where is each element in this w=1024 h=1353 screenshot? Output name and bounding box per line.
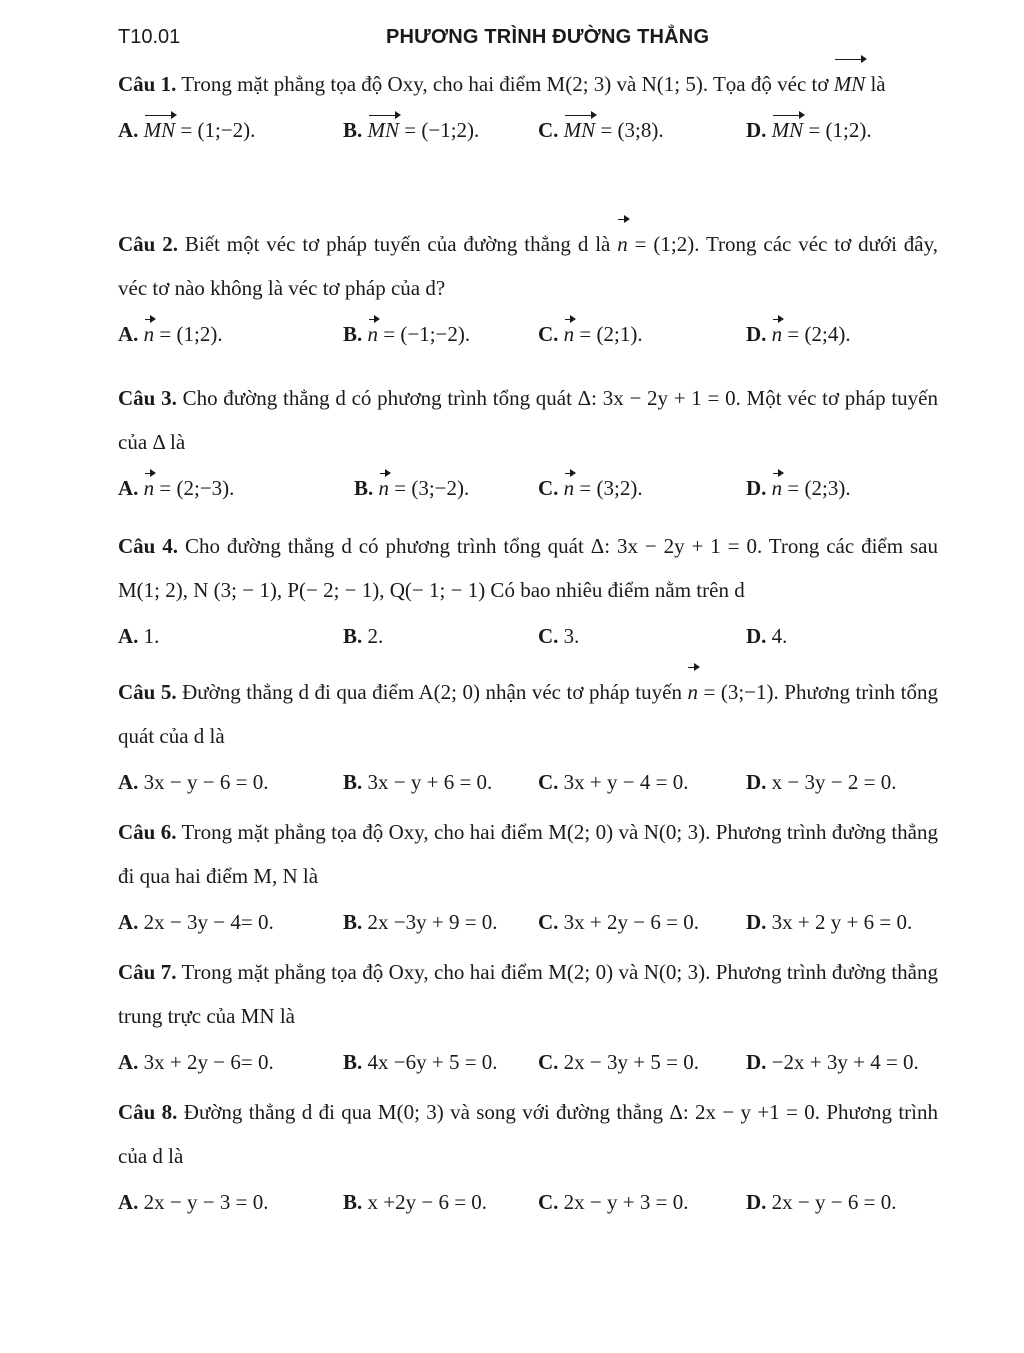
vector-symbol: MN	[834, 62, 866, 106]
answer-options	[118, 322, 938, 362]
vector-symbol: n	[687, 670, 698, 714]
question-label: Câu 2.	[118, 232, 178, 256]
option-c[interactable]: C. 3x + 2y − 6 = 0.	[538, 910, 699, 934]
option-a[interactable]: A. 3x − y − 6 = 0.	[118, 770, 269, 794]
question-body: Đường thẳng d đi qua điểm A(2; 0) nhận véc tơ pháp tuyến	[182, 680, 682, 704]
option-c[interactable]: C. 3x + y − 4 = 0.	[538, 770, 689, 794]
question-body: Đường thẳng d đi qua M(0; 3) và song với đường thẳng Δ: 2x − y +1 = 0. Phương trình của d là	[118, 1100, 938, 1168]
question-label: Câu 5.	[118, 680, 177, 704]
question-body: Cho đường thẳng d có phương trình tổng quát Δ: 3x − 2y + 1 = 0. Trong các điểm sau M(1; 2), N (3; − 1), P(− 2; − 1), Q(− 1; − 1) Có bao nhiêu điểm nằm trên d	[118, 534, 938, 602]
option-b[interactable]: B. n = (−1;−2).	[343, 322, 471, 346]
option-b[interactable]: B. x +2y − 6 = 0.	[343, 1190, 488, 1214]
question-body-tail: . Trong các véc tơ dưới đây, véc tơ nào không là véc tơ pháp của d?	[118, 232, 939, 300]
answer-options	[118, 624, 938, 664]
answer-options	[118, 1050, 938, 1090]
question-2-text	[118, 222, 938, 310]
option-a[interactable]: A. MN = (1;−2).	[118, 118, 256, 142]
option-c[interactable]: C. 3.	[538, 624, 580, 648]
option-b[interactable]: B. 2x −3y + 9 = 0.	[343, 910, 498, 934]
question-8	[118, 1090, 938, 1230]
answer-options	[118, 910, 938, 950]
option-c[interactable]: C. MN = (3;8).	[538, 118, 664, 142]
option-a[interactable]: A. 1.	[118, 624, 160, 648]
question-2	[118, 222, 938, 362]
question-4	[118, 524, 938, 664]
question-body: Trong mặt phẳng tọa độ Oxy, cho hai điểm M(2; 0) và N(0; 3). Phương trình đường thẳng đi qua hai điểm M, N là	[118, 820, 938, 888]
question-label: Câu 6.	[118, 820, 177, 844]
option-c[interactable]: C. n = (3;2).	[538, 476, 643, 500]
page-header	[118, 22, 938, 54]
question-7	[118, 950, 938, 1090]
option-d[interactable]: D. −2x + 3y + 4 = 0.	[746, 1050, 919, 1074]
question-label: Câu 1.	[118, 72, 177, 96]
option-a[interactable]: A. n = (1;2).	[118, 322, 223, 346]
option-a[interactable]: A. 2x − y − 3 = 0.	[118, 1190, 269, 1214]
vector-value: = (3;−1)	[703, 680, 774, 704]
answer-options	[118, 1190, 938, 1230]
option-c[interactable]: C. 2x − 3y + 5 = 0.	[538, 1050, 699, 1074]
option-b[interactable]: B. n = (3;−2).	[354, 476, 470, 500]
question-4-text	[118, 524, 938, 612]
option-b[interactable]: B. 2.	[343, 624, 384, 648]
answer-options	[118, 118, 938, 158]
option-a[interactable]: A. 2x − 3y − 4= 0.	[118, 910, 274, 934]
option-d[interactable]: D. 3x + 2 y + 6 = 0.	[746, 910, 913, 934]
option-b[interactable]: B. 4x −6y + 5 = 0.	[343, 1050, 498, 1074]
option-b[interactable]: B. MN = (−1;2).	[343, 118, 480, 142]
question-label: Câu 8.	[118, 1100, 178, 1124]
option-a[interactable]: A. 3x + 2y − 6= 0.	[118, 1050, 274, 1074]
question-label: Câu 3.	[118, 386, 177, 410]
question-3-text	[118, 376, 938, 464]
vector-symbol: n	[617, 222, 628, 266]
question-1-text	[118, 62, 938, 106]
question-6-text	[118, 810, 938, 898]
question-body-tail: là	[870, 72, 886, 96]
option-d[interactable]: D. MN = (1;2).	[746, 118, 872, 142]
question-6	[118, 810, 938, 950]
option-d[interactable]: D. 2x − y − 6 = 0.	[746, 1190, 897, 1214]
vector-value: = (1;2)	[634, 232, 695, 256]
question-label: Câu 7.	[118, 960, 177, 984]
question-body: Trong mặt phẳng tọa độ Oxy, cho hai điểm M(2; 0) và N(0; 3). Phương trình đường thẳng trung trực của MN là	[118, 960, 938, 1028]
option-d[interactable]: D. 4.	[746, 624, 788, 648]
question-1	[118, 62, 938, 158]
question-7-text	[118, 950, 938, 1038]
option-a[interactable]: A. n = (2;−3).	[118, 476, 235, 500]
question-body: Cho đường thẳng d có phương trình tổng quát Δ: 3x − 2y + 1 = 0. Một véc tơ pháp tuyến của Δ là	[118, 386, 939, 454]
option-b[interactable]: B. 3x − y + 6 = 0.	[343, 770, 493, 794]
option-d[interactable]: D. x − 3y − 2 = 0.	[746, 770, 897, 794]
answer-options	[118, 476, 938, 516]
question-8-text	[118, 1090, 938, 1178]
question-5	[118, 670, 938, 810]
question-body-tail: . Phương trình tổng quát của d là	[118, 680, 938, 748]
page-title: PHƯƠNG TRÌNH ĐƯỜNG THẲNG	[386, 26, 710, 48]
answer-options	[118, 770, 938, 810]
option-d[interactable]: D. n = (2;4).	[746, 322, 851, 346]
option-c[interactable]: C. 2x − y + 3 = 0.	[538, 1190, 689, 1214]
option-c[interactable]: C. n = (2;1).	[538, 322, 643, 346]
question-5-text	[118, 670, 938, 758]
question-3	[118, 376, 938, 516]
question-body: Trong mặt phẳng tọa độ Oxy, cho hai điểm M(2; 3) và N(1; 5). Tọa độ véc tơ	[181, 72, 829, 96]
option-d[interactable]: D. n = (2;3).	[746, 476, 851, 500]
document-code: T10.01	[118, 26, 181, 48]
question-label: Câu 4.	[118, 534, 179, 558]
question-body: Biết một véc tơ pháp tuyến của đường thẳng d là	[184, 232, 611, 256]
